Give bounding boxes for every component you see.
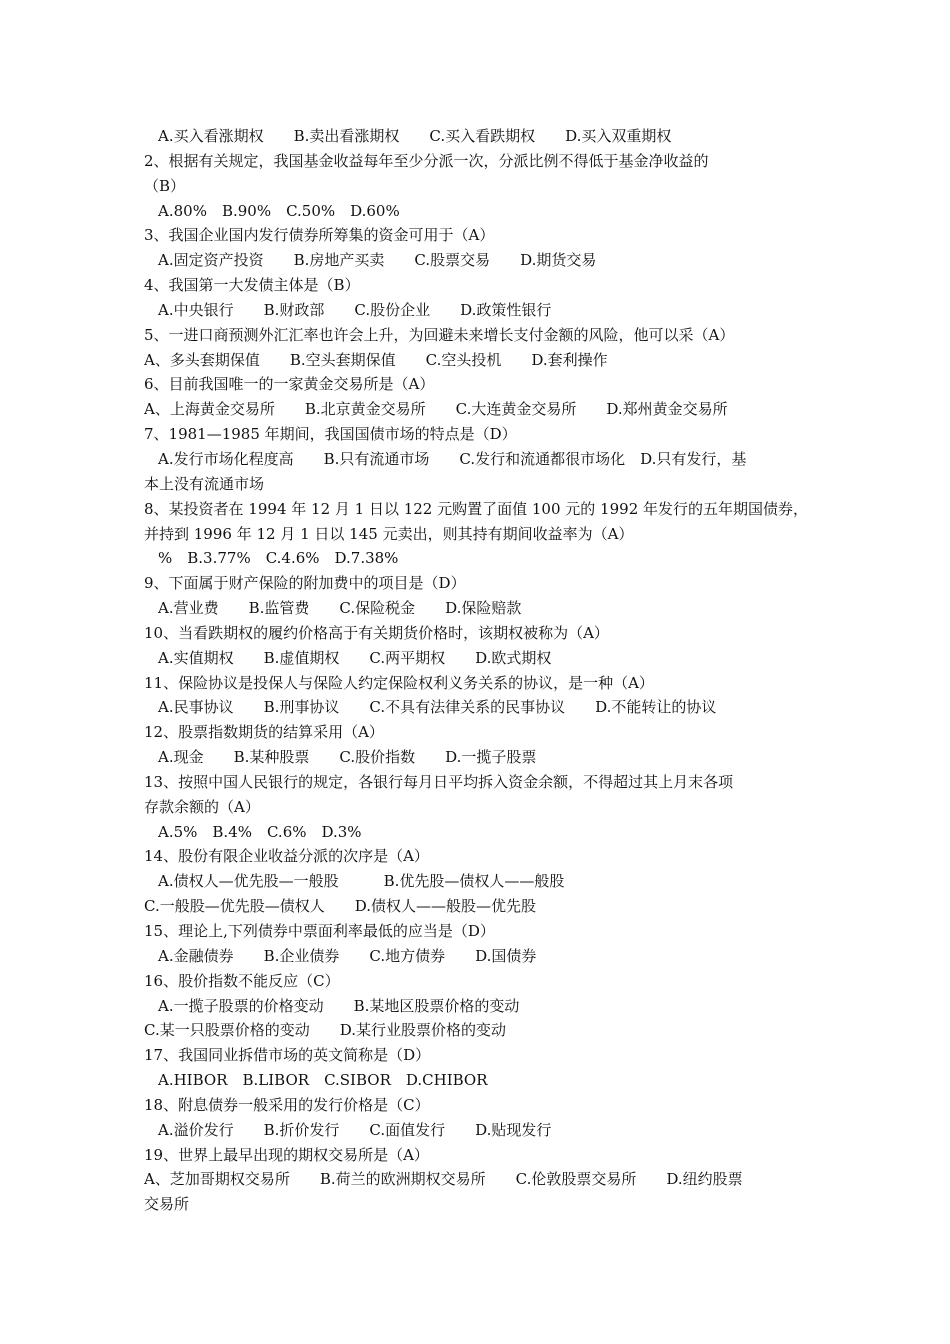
question-2: 2、根据有关规定，我国基金收益每年至少分派一次，分派比例不得低于基金净收益的 <box>144 151 709 170</box>
question-19-options-cont: 交易所 <box>144 1195 190 1214</box>
question-14-options-cont: C.一般股—优先股—债权人 D.债权人——般股—优先股 <box>144 897 536 916</box>
question-3-options: A.固定资产投资 B.房地产买卖 C.股票交易 D.期货交易 <box>158 251 597 270</box>
question-9-options: A.营业费 B.监管费 C.保险税金 D.保险赔款 <box>158 599 522 618</box>
question-10: 10、当看跌期权的履约价格高于有关期货价格时，该期权被称为（A） <box>144 623 609 642</box>
question-7-options: A.发行市场化程度高 B.只有流通市场 C.发行和流通都很市场化 D.只有发行，基 <box>158 449 747 468</box>
question-17-options: A.HIBOR B.LIBOR C.SIBOR D.CHIBOR <box>158 1071 488 1090</box>
question-12: 12、股票指数期货的结算采用（A） <box>144 723 384 742</box>
question-list <box>144 124 816 1217</box>
question-4-options: A.中央银行 B.财政部 C.股份企业 D.政策性银行 <box>158 300 552 319</box>
question-14: 14、股份有限企业收益分派的次序是（A） <box>144 847 429 866</box>
question-14-options: A.债权人—优先股—一般股 B.优先股—债权人——般股 <box>158 872 565 891</box>
question-16-options-cont: C.某一只股票价格的变动 D.某行业股票价格的变动 <box>144 1021 506 1040</box>
question-7: 7、1981—1985 年期间，我国国债市场的特点是（D） <box>144 425 517 444</box>
question-15-options: A.金融债券 B.企业债券 C.地方债券 D.国债券 <box>158 946 537 965</box>
question-8-cont: 并持到 1996 年 12 月 1 日以 145 元卖出，则其持有期间收益率为（A） <box>144 524 634 543</box>
question-7-options-cont: 本上没有流通市场 <box>144 474 265 493</box>
question-2-answer: （B） <box>144 176 186 195</box>
question-13-cont: 存款余额的（A） <box>144 797 260 816</box>
question-4: 4、我国第一大发债主体是（B） <box>144 276 360 295</box>
question-16-options: A.一揽子股票的价格变动 B.某地区股票价格的变动 <box>158 996 520 1015</box>
question-16: 16、股价指数不能反应（C） <box>144 971 340 990</box>
question-11: 11、保险协议是投保人与保险人约定保险权利义务关系的协议，是一种（A） <box>144 673 654 692</box>
question-8: 8、某投资者在 1994 年 12 月 1 日以 122 元购置了面值 100 元的 1992 年发行的五年期国债券， <box>144 499 809 518</box>
question-10-options: A.实值期权 B.虚值期权 C.两平期权 D.欧式期权 <box>158 648 552 667</box>
question-12-options: A.现金 B.某种股票 C.股价指数 D.一揽子股票 <box>158 748 537 767</box>
question-3: 3、我国企业国内发行债券所筹集的资金可用于（A） <box>144 226 495 245</box>
question-6: 6、目前我国唯一的一家黄金交易所是（A） <box>144 375 435 394</box>
question-19-options: A、芝加哥期权交易所 B.荷兰的欧洲期权交易所 C.伦敦股票交易所 D.纽约股票 <box>144 1170 743 1189</box>
question-17: 17、我国同业拆借市场的英文简称是（D） <box>144 1046 431 1065</box>
question-5-options: A、多头套期保值 B.空头套期保值 C.空头投机 D.套利操作 <box>144 350 608 369</box>
question-13-options: A.5% B.4% C.6% D.3% <box>158 822 362 841</box>
question-13: 13、按照中国人民银行的规定，各银行每月日平均拆入资金余额，不得超过其上月末各项 <box>144 772 734 791</box>
question-11-options: A.民事协议 B.刑事协议 C.不具有法律关系的民事协议 D.不能转让的协议 <box>158 698 717 717</box>
question-2-options: A.80% B.90% C.50% D.60% <box>158 201 400 220</box>
question-6-options: A、上海黄金交易所 B.北京黄金交易所 C.大连黄金交易所 D.郑州黄金交易所 <box>144 400 728 419</box>
question-8-options: % B.3.77% C.4.6% D.7.38% <box>158 549 399 568</box>
question-18-options: A.溢价发行 B.折价发行 C.面值发行 D.贴现发行 <box>158 1120 552 1139</box>
question-19: 19、世界上最早出现的期权交易所是（A） <box>144 1145 429 1164</box>
question-5: 5、一进口商预测外汇汇率也许会上升，为回避未来增长支付金额的风险，他可以采（A） <box>144 325 735 344</box>
question-9: 9、下面属于财产保险的附加费中的项目是（D） <box>144 574 466 593</box>
options-line: A.买入看涨期权 B.卖出看涨期权 C.买入看跌期权 D.买入双重期权 <box>158 127 672 145</box>
question-18: 18、附息债券一般采用的发行价格是（C） <box>144 1095 430 1114</box>
question-15: 15、理论上,下列债券中票面利率最低的应当是（D） <box>144 922 495 940</box>
